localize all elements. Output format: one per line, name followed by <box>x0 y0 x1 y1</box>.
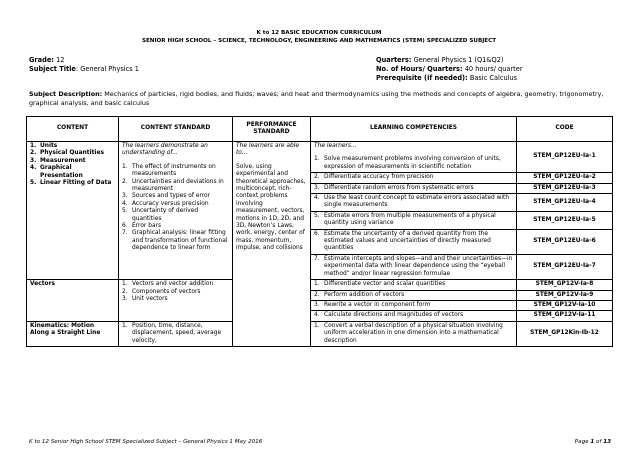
table-header-row <box>27 117 613 142</box>
subject-value: : General Physics 1 <box>75 65 139 73</box>
list-item <box>30 150 115 157</box>
quarters-label: Quarters: <box>376 56 412 64</box>
table-row <box>27 280 613 290</box>
code-cell: STEM_GP12Kin-Ib-12 <box>517 321 613 346</box>
item-number: 1. <box>30 143 37 149</box>
item-text: Graphical Presentation <box>40 165 83 179</box>
grade-label: Grade: <box>29 56 54 64</box>
list-item <box>122 230 229 252</box>
lc-text: Estimate the uncertainty of a derived quantity from the estimated values and uncertainties of directly measured quantities <box>324 230 491 252</box>
hours-value: 40 hours/ quarter <box>464 65 523 73</box>
lc-text: Calculate directions and magnitudes of vectors <box>324 312 464 319</box>
code-cell: STEM_GP12EU-Ia-3 <box>517 183 613 193</box>
item-text: Unit vectors <box>132 295 168 302</box>
hours-label: No. of Hours/ Quarters: <box>376 65 463 73</box>
item-text: Position, time, distance, displacement, speed, average velocity, <box>132 322 222 344</box>
item-text: Vectors and vector addition <box>132 281 214 288</box>
col-header-learning-competencies: LEARNING COMPETENCIES <box>311 117 517 142</box>
item-text: Measurement <box>40 157 86 164</box>
list-item <box>122 164 229 179</box>
item-number: 4. <box>122 200 128 207</box>
item-number: 3. <box>122 295 128 302</box>
col-header-content-standard: CONTENT STANDARD <box>119 117 233 142</box>
list-item <box>122 179 229 194</box>
col-header-performance-standard: PERFORMANCE STANDARD <box>233 117 311 142</box>
lc-number: 4. <box>314 312 320 319</box>
lc-number: 5. <box>314 212 320 219</box>
item-text: Units <box>40 143 58 149</box>
item-text: Physical Quantities <box>40 150 104 157</box>
lc-number: 1. <box>314 156 320 163</box>
meta-left <box>29 56 139 74</box>
lc-number: 3. <box>314 301 320 308</box>
lc-number: 7. <box>314 255 320 262</box>
curriculum-table <box>26 116 613 347</box>
list-item <box>122 201 229 208</box>
col-header-code: CODE <box>517 117 613 142</box>
lc-text: Estimate intercepts and slopes—and and their uncertainties—in experimental data with linear dependence using the “eyeball method” and/or linear regression formulae <box>324 255 513 277</box>
quarters-value: General Physics 1 (Q1&Q2) <box>413 56 504 64</box>
description-label: Subject Description: <box>29 90 103 98</box>
code-cell: STEM_GP12V-Ia-8 <box>517 280 613 290</box>
description-text: Mechanics of particles, rigid bodies, and fluids; waves; and heat and thermodynamics using the methods and concepts of algebra, geometry, trigonometry, graphical analysis, and basic calculus <box>29 90 604 107</box>
doc-header-line1: K to 12 BASIC EDUCATION CURRICULUM <box>256 30 382 36</box>
item-text: Error bars <box>132 223 162 230</box>
lc-number: 1. <box>314 322 320 329</box>
content-standard-cell <box>119 142 233 280</box>
item-text: Components of vectors <box>132 288 201 295</box>
lc-text: Rewrite a vector in component form <box>324 301 431 308</box>
code-cell: STEM_GP12EU-Ia-2 <box>517 173 613 183</box>
page-footer <box>29 439 611 445</box>
footer-text: K to 12 Senior High School STEM Specialized Subject – General Physics 1 May 2016 <box>29 439 263 445</box>
list-item <box>122 323 229 345</box>
ps-text: Solve, using experimental and theoretical approaches, multiconcept, rich-context problems involving measurement, vectors, motions in 1D, 2D, and 3D, Newton’s Laws, work, energy, center of mass, momentum, impulse, and collisions <box>236 163 306 252</box>
item-text: Linear Fitting of Data <box>40 180 112 187</box>
item-text: Uncertainty of derived quantities <box>132 208 199 222</box>
lc-text: Differentiate accuracy from precision <box>324 174 434 181</box>
lc-number: 6. <box>314 230 320 237</box>
content-cell-units <box>27 142 119 280</box>
list-item <box>122 223 229 230</box>
table-row <box>27 321 613 346</box>
ps-intro: The learners are able to... <box>236 143 299 157</box>
item-text: Accuracy versus precision <box>132 200 209 207</box>
list-item <box>30 165 115 180</box>
lc-intro: The learners... <box>314 143 357 149</box>
lc-text: Differentiate random errors from systematic errors <box>324 184 474 191</box>
doc-header-line2: SENIOR HIGH SCHOOL – SCIENCE, TECHNOLOGY, ENGINEERING AND MATHEMATICS (STEM) SPECIALIZED SUBJECT <box>141 38 497 44</box>
item-number: 7. <box>122 230 128 237</box>
col-header-content: CONTENT <box>27 117 119 142</box>
item-number: 5. <box>122 208 128 215</box>
item-number: 1. <box>122 281 128 288</box>
list-item <box>30 180 115 187</box>
list-item <box>122 193 229 200</box>
lc-number: 1. <box>314 281 320 288</box>
lc-number: 2. <box>314 291 320 298</box>
page-number: Page 1 of 13 <box>574 439 611 445</box>
cs-list <box>122 164 229 253</box>
lc-number: 2. <box>314 174 320 181</box>
item-number: 2. <box>122 178 128 185</box>
code-cell: STEM_GP12EU-Ia-4 <box>517 194 613 212</box>
content-cell-kinematics: Kinematics: Motion Along a Straight Line <box>27 321 119 346</box>
lc-text: Differentiate vector and scalar quantities <box>324 281 446 288</box>
meta-right <box>376 56 523 83</box>
lc-text: Convert a verbal description of a physical situation involving uniform acceleration in one dimension into a mathematical description <box>324 322 503 344</box>
code-cell: STEM_GP12V-Ia-9 <box>517 290 613 300</box>
list-item <box>122 208 229 223</box>
list-item <box>122 289 229 296</box>
list-item <box>30 143 115 150</box>
prereq-label: Prerequisite (if needed): <box>376 74 468 82</box>
lc-number: 4. <box>314 195 320 202</box>
content-list <box>30 143 115 187</box>
item-number: 2. <box>122 288 128 295</box>
list-item <box>122 296 229 303</box>
item-text: Uncertainties and deviations in measurement <box>132 178 224 193</box>
code-cell: STEM_GP12V-Ia-10 <box>517 300 613 310</box>
subject-description <box>29 90 611 108</box>
item-number: 5. <box>30 180 37 187</box>
item-number: 1. <box>122 163 128 170</box>
lc-number: 3. <box>314 184 320 191</box>
cs-intro: The learners demonstrate an understanding of... <box>122 143 208 157</box>
content-cell-vectors: Vectors <box>27 280 119 322</box>
subject-label: Subject Title <box>29 65 76 73</box>
item-number: 3. <box>30 157 37 164</box>
list-item <box>122 281 229 288</box>
grade-value: 12 <box>56 56 65 64</box>
lc-text: Perform addition of vectors <box>324 291 405 298</box>
code-cell: STEM_GP12V-Ia-11 <box>517 311 613 321</box>
item-text: The effect of instruments on measurements <box>132 163 216 178</box>
lc-text: Use the least count concept to estimate errors associated with single measurements <box>324 195 510 209</box>
item-text: Graphical analysis: linear fitting and transformation of functional dependence to linear form <box>132 230 228 252</box>
list-item <box>30 158 115 165</box>
item-number: 2. <box>30 150 37 157</box>
code-cell: STEM_GP12EU-Ia-5 <box>517 211 613 229</box>
item-number: 1. <box>122 322 128 329</box>
item-text: Sources and types of error <box>132 193 211 200</box>
kinematics-cs-cell <box>119 321 233 346</box>
code-cell: STEM_GP12EU-Ia-7 <box>517 254 613 279</box>
table-row <box>27 142 613 173</box>
vectors-cs-cell <box>119 280 233 322</box>
item-number: 4. <box>30 165 37 172</box>
lc-text: Solve measurement problems involving conversion of units, expression of measurements in scientific notation <box>324 156 501 170</box>
vectors-cs-list <box>122 281 229 303</box>
performance-standard-cell <box>233 142 311 347</box>
kinematics-cs-list <box>122 323 229 345</box>
lc-cell <box>311 142 517 173</box>
code-cell: STEM_GP12EU-Ia-1 <box>517 142 613 173</box>
lc-text: Estimate errors from multiple measurements of a physical quantity using variance <box>324 212 496 227</box>
item-number: 3. <box>122 193 128 200</box>
code-cell: STEM_GP12EU-Ia-6 <box>517 229 613 254</box>
item-number: 6. <box>122 223 128 230</box>
prereq-value: Basic Calculus <box>469 74 518 82</box>
